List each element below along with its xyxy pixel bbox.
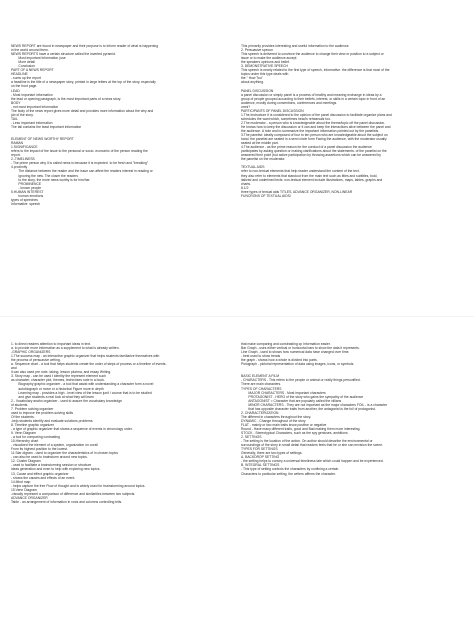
text-line: - Most important information (11, 92, 53, 97)
text-line: ideas generation and even to help with exploring new topics. (11, 467, 101, 472)
text-line: the process of persuasive writing. (11, 358, 61, 363)
text-line: Learning map - provides a high - level view of the lesson junit / course that is to be studied (11, 390, 152, 395)
text-line: refers to the impact of the issue to the personal or socio- economic of the person reading the (11, 149, 148, 154)
text-line: STOCK - Stereotypical Characters, such as the spy geniuses, ambitions (241, 431, 348, 436)
text-line: 4.proximity (11, 165, 28, 170)
text-line: -visually represent a comparison of difference and similarities between two subjects. (11, 491, 136, 496)
text-line: There are main characters. (241, 382, 282, 387)
text-line: 4.The audience - as the prime reason for the conduct of a panel discussion the audience (241, 145, 372, 150)
text-line: NEWS REPORTS have a certain structure called the inverted pyramid. (11, 52, 116, 57)
text-line: Informative speech (11, 201, 41, 206)
text-line: A. BACKDROP SETTING (241, 455, 280, 460)
text-line: He knows how to keep the discussion or it can and keep the interactions alive between the panel and (241, 124, 391, 129)
text-line: job of the story. (11, 112, 34, 117)
text-line: 8.1/2 (241, 185, 249, 190)
text-line: 7. Problem solving organizer (11, 406, 54, 411)
text-line: hand. the panelist are seated in a semi circle form Facing the audience, with the moderator usually (241, 137, 387, 142)
text-line: ignoring the new. The closer the readers (11, 173, 79, 178)
text-line: the graph - shows how a whole is divided into parts. (241, 358, 318, 363)
notes-graphic-organizers-section (11, 342, 233, 617)
text-line: -help students identify and evaluate solutions problems. (11, 418, 94, 423)
text-line: the lead or opening paragraph, is the most important parts of a news story. (11, 96, 122, 101)
text-line: - the setting helps to convey a universal timeliness tale which could happen and be experienced. (241, 459, 384, 464)
text-line: - shows the causes and effects of an event. (11, 475, 76, 480)
text-line: - used to facilitate a brainstorming session or structure (11, 463, 92, 468)
text-line: Most important Information (use (11, 56, 66, 61)
text-line: - Less important information (11, 120, 53, 125)
text-line: TYPES FOR SETTINGS (241, 447, 278, 452)
text-line: - helps capture the free Flow of thought and is widely used for brainstorming around topics. (11, 483, 146, 488)
text-line: - a tool for comparing contrasting (11, 435, 60, 440)
notes-film-elements-section (241, 342, 463, 617)
text-line: they also refer to elements that standout from the main text such as titles and subtitles, bold, (241, 173, 378, 178)
text-line: HEADLINE (11, 72, 28, 77)
text-line: 2. Persuasive specun (241, 48, 273, 53)
text-line: - sums up the report (11, 76, 41, 81)
text-line: 8. Timeline graphic organizer (11, 422, 54, 427)
text-line: 12. Cluster Diagram (11, 459, 41, 464)
text-line: Round - Have many different traits, good and Bad making them more interesting. (241, 426, 361, 431)
text-line: Table - an arrangement of information in rows and columns controlling tells. (11, 499, 123, 504)
text-line: 2.- Vocabulary anaho organizer - used to assure the vocabulary knowledge (11, 398, 122, 403)
text-line: surroundings of the story in small detail that readers feels that he or she can envision the scene. (241, 443, 384, 448)
text-line: the " How Tou" (241, 76, 263, 81)
text-line: - a type of graphic organizer that shows a sequence of events in chronology order. (11, 426, 133, 431)
text-line: participates by asking question or making clarifications about the statements. of the panelist on the (241, 149, 387, 154)
text-line: This primarily provides interesting and useful information to the audience. (241, 44, 350, 48)
text-line: group of people grouped according to their beliefs, interest, or skills in a certain topic in front of an (241, 96, 386, 101)
text-line: 1. to direct readers attention to important ideas in text. (11, 342, 91, 346)
page-divider (0, 316, 474, 317)
text-line: a. to provide more information as a supplement to what is already written. (11, 346, 120, 351)
text-line: - best used to show trends (241, 354, 281, 359)
notes-speech-panel-section (241, 44, 463, 274)
text-line: TYPES OF CHARACTERS (241, 386, 282, 391)
text-line: 15.Venn Diagram (11, 487, 37, 492)
text-line: to the story, the more news worthy is for him/her. (11, 177, 91, 182)
text-line: 3.The panelist: ideally composed of four to ten person who are knowledgeable about the subject on (241, 133, 388, 138)
text-line: 3. DEMONSTRATIVE SPEECH (241, 64, 288, 69)
text-line: 3. Story map - can be used t identity the represent element such (11, 374, 106, 379)
text-line: a. Sequence chart - a tool that helps students create the order of steps of process or a timeline of events. (11, 362, 167, 367)
text-line: omni? (241, 104, 251, 109)
text-line: a panel discussion or simply panel is a process of healthy and meaning exchange in ideas by a (241, 92, 382, 97)
text-line: TEXTUAL AIDS (241, 165, 265, 170)
text-line: Bar Graph - uses either vertical or horizontal bars to show the data it represents. (241, 346, 360, 351)
text-line: 13. Cause and effect graphic organizer (11, 471, 69, 476)
text-line: Biography graphic organizer - a tool that assist with understanding a character form a novel (11, 382, 154, 387)
text-line: - not most important information (11, 104, 59, 109)
text-line: BASIC ELEMENT A FILM (241, 374, 280, 379)
text-line: about anything. (241, 80, 264, 85)
text-line: of students. (11, 402, 29, 407)
text-line: This speech is nearly related to the first type of speech, informative. the difference is that most of the (241, 68, 390, 73)
text-line: ANTAGONIST = Character that are popularly called the villians (241, 398, 342, 403)
text-line (11, 528, 233, 532)
text-line: More detail (11, 60, 35, 65)
text-line: LEAD (11, 88, 20, 93)
text-line: audience, mostly during conventions, conferences and meetings. (241, 100, 338, 105)
text-line: PART OF A NEWS REPORT (11, 68, 54, 73)
text-line: TAIL (11, 116, 18, 121)
text-line: The different in characters throughout the story. (241, 414, 312, 419)
text-line: 1.The success map - an interactive graphic organizer that helps students familiarize themselves with (11, 354, 160, 359)
text-line: PROTAGONIST - HERO of the story who gains the sympathy of the audience (241, 394, 364, 399)
text-line: MAJOR CHARACTERS - Most important characters (241, 390, 326, 395)
text-line: that has opposite character traits from another, the antagonist is the foil of protagonist. (241, 406, 376, 411)
text-line: PARTICIPANTS OF PANEL DISCUSSION (241, 108, 304, 113)
text-line: charts. (241, 181, 252, 186)
text-line: - The setting is the location of the action. On author should describe the environmental or (241, 439, 373, 444)
text-line: The body of the news report gives more detail and provides more information about the why and (11, 108, 154, 113)
text-line: autobiograph or move or a historical Figure more in depth (11, 386, 104, 391)
text-line: 2. SETTINGS (241, 435, 262, 440)
text-line: answered their point (but active participation by throwing assertions which can be answered by (241, 153, 381, 158)
text-line: on the front page. (11, 84, 38, 89)
text-line: 2.The moderator - a person who is knowledgeable about the theme/topic off the panel discussion. (241, 120, 386, 125)
text-line: - The prime person why it is called news is because it is expected to be fresh and "breaking" (11, 161, 149, 166)
text-line: 1.The Instructure It is considered to the opinion of the panel discussion to facilitate organize plans and (241, 112, 392, 117)
text-line: - visualized the element of a system, organization on corall (11, 443, 98, 448)
text-line: 2. CHARACTERIZATION (241, 410, 279, 415)
text-line: 11.Star digram - used to organizer the characteristics of in chosen topics (11, 451, 118, 456)
text-line: in the world around them. (11, 48, 49, 53)
text-line: RAMAN (11, 141, 24, 146)
text-line: PANEL DISCUSSION (241, 88, 274, 93)
text-line: ADVANCE ORGANIZER (11, 495, 48, 500)
text-line: FLAT - mainly or two main traits know positive or negative (241, 422, 327, 427)
text-line: MINOR CHARACTERS - They are not important as the major characters FOIL - is a character (241, 402, 388, 407)
text-line: report. (11, 153, 21, 158)
text-line: schedules the want which, sometimes head's rehearsals too. (241, 116, 331, 121)
text-line: that make comparing and constrasting cp Information easier. (241, 342, 331, 346)
text-line: The tail contains the least important information (11, 124, 82, 129)
text-line: DYNAMIC - Change throughout of the story (241, 418, 306, 423)
text-line: 14.Mind map (11, 479, 31, 484)
text-line: it can also used pre note- taking, lesson plurima, and essay Writing. (11, 370, 112, 375)
text-line: a headline is the title of a newspaper story, printed in large letters at the top of the story, especially (11, 80, 156, 85)
text-line: -GRAPHIC ORGANIZERS (11, 350, 51, 355)
text-line: types of speeches (11, 197, 38, 202)
text-line: 10.Hierarchy chart (11, 439, 39, 444)
text-line: Conclusion (11, 64, 35, 69)
text-line: From its highest position to the lowest. (11, 447, 68, 452)
text-line: Pictograph - pictorial representation of data using images, icons, or symbols. (241, 362, 355, 367)
text-line: - CHARACTERS - This refers to the people or animal or really things personified. (241, 378, 361, 383)
text-line: 5.HUMAN INTEREST (11, 189, 44, 194)
text-line: the speakers opinions and belief. (241, 60, 290, 65)
text-line: the panelist on the moderator. (241, 157, 286, 162)
text-line: The distance between the reader and the issue can affect the readers interest in reading or (11, 169, 153, 174)
text-line: 2.-TIMELINESS (11, 157, 35, 162)
text-line: human emotions (11, 193, 44, 198)
text-line: This speech is delivered to convince the audience to change their view or position to a subject or (241, 52, 384, 57)
text-line: - can also be used to brainstorm around new topics. (11, 455, 88, 460)
text-line (241, 520, 463, 524)
text-line: Characters to particular setting, the writers affirms the character. (241, 471, 336, 476)
text-line: B. INTEGRAL SETTINGS (241, 463, 280, 468)
text-line: BODY (11, 100, 21, 105)
text-line: used to improve the problem-solving skills (11, 410, 74, 415)
text-line: and (11, 366, 17, 371)
text-line: 1.SIGNIFICANCE (11, 145, 38, 150)
text-line: Line Graph - used to shows how numerical data have changed over time. (241, 350, 350, 355)
text-line: three types of textual aids TITLES, ADVANCE ORGANIZER, NON-LINEAR (241, 189, 353, 194)
text-line: Of the students. (11, 414, 35, 419)
text-line: topics under this type deals with (241, 72, 289, 77)
text-line: as character, character plot, themes, technoises note in a book. (11, 378, 105, 383)
notes-news-report-section (11, 44, 233, 274)
text-line: refer to non-textual elements that help reader understand the content of the text. (241, 169, 360, 174)
text-line: - This type of setting controls the characters by confining a certain (241, 467, 339, 472)
text-line: Generally, there are two types of settings. (241, 451, 303, 456)
text-line: the audience. A hole and to summarize the important information pointed out by the panelists. (241, 128, 380, 133)
text-line: NEWS REPORT are found in newspaper and their purpose is to inform reader of what is happening (11, 44, 159, 48)
text-line: FUNCRONS OF TEXTUAL AIDS/ (241, 193, 291, 198)
text-line: 9. Venn Diagram (11, 431, 36, 436)
text-line: and give students a real look at what they will learn (11, 394, 94, 399)
text-line: PROMINENCE (11, 181, 42, 186)
text-line: issue or to make the audience accept (241, 56, 297, 61)
text-line: italized and underlined texts. non-textual element include illustrations, maps, tables, graphs and (241, 177, 383, 182)
text-line: ELEMENT OF NEWS WORTHY REPORT (11, 137, 74, 142)
text-line: seated at the middle part. (241, 141, 279, 146)
text-line: - known people (11, 185, 42, 190)
